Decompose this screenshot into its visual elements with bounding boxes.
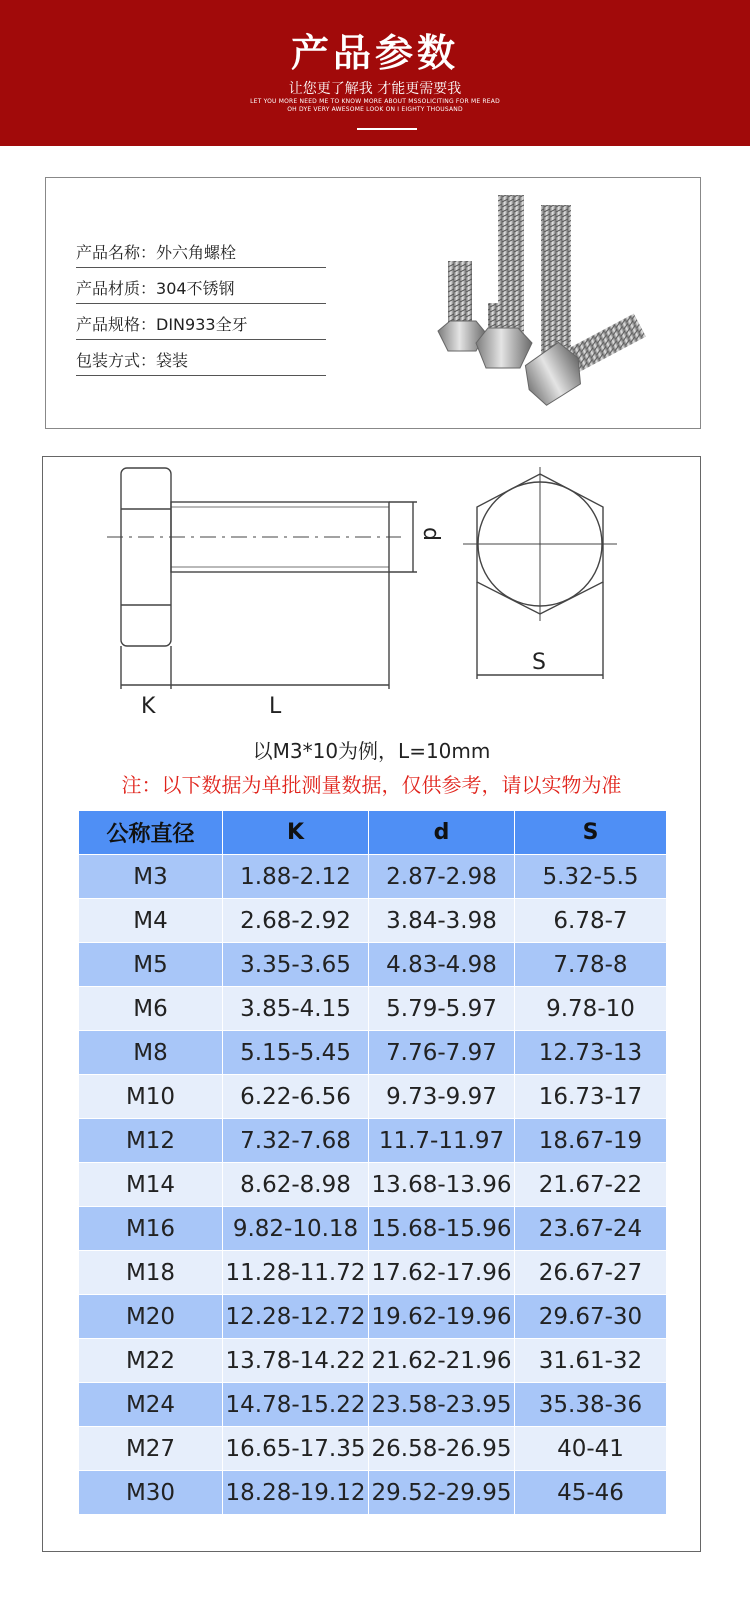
column-header-s: S: [515, 811, 667, 855]
table-cell-k: 18.28-19.12: [223, 1471, 369, 1515]
table-cell-d: 2.87-2.98: [369, 855, 515, 899]
table-cell-k: 9.82-10.18: [223, 1207, 369, 1251]
table-cell-d: 13.68-13.96: [369, 1163, 515, 1207]
table-cell-size: M14: [79, 1163, 223, 1207]
table-row: [79, 1075, 667, 1119]
table-cell-s: 40-41: [515, 1427, 667, 1471]
table-cell-s: 9.78-10: [515, 987, 667, 1031]
table-row: [79, 1427, 667, 1471]
table-cell-size: M5: [79, 943, 223, 987]
table-cell-d: 9.73-9.97: [369, 1075, 515, 1119]
bolt-head: [476, 328, 532, 368]
info-value: DIN933全牙: [156, 315, 248, 334]
table-row: [79, 1339, 667, 1383]
info-label: 包装方式：: [76, 351, 157, 370]
table-cell-s: 35.38-36: [515, 1383, 667, 1427]
info-label: 产品材质：: [76, 279, 157, 298]
table-row: [79, 987, 667, 1031]
table-cell-s: 7.78-8: [515, 943, 667, 987]
table-cell-d: 19.62-19.96: [369, 1295, 515, 1339]
bolt-head-outline: [121, 468, 171, 646]
table-cell-size: M20: [79, 1295, 223, 1339]
table-row: [79, 1163, 667, 1207]
page-subtitle: 让您更了解我 才能更需要我: [288, 81, 462, 97]
table-cell-k: 16.65-17.35: [223, 1427, 369, 1471]
info-row-name: [76, 241, 326, 268]
bolt-photo: [436, 183, 676, 418]
info-row-packaging: [76, 349, 326, 376]
table-cell-s: 16.73-17: [515, 1075, 667, 1119]
title-divider: [357, 128, 417, 130]
table-cell-k: 3.85-4.15: [223, 987, 369, 1031]
table-cell-s: 21.67-22: [515, 1163, 667, 1207]
table-row: [79, 1207, 667, 1251]
table-row: [79, 855, 667, 899]
table-row: [79, 1031, 667, 1075]
table-header-row: [79, 811, 667, 855]
table-cell-k: 6.22-6.56: [223, 1075, 369, 1119]
info-value: 袋装: [156, 351, 189, 370]
table-cell-s: 31.61-32: [515, 1339, 667, 1383]
info-value: 外六角螺栓: [156, 243, 237, 262]
table-cell-d: 11.7-11.97: [369, 1119, 515, 1163]
table-cell-size: M3: [79, 855, 223, 899]
column-header-nominal-diameter: 公称直径: [79, 811, 223, 855]
example-caption: 以M3*10为例，L=10mm: [252, 739, 491, 763]
table-cell-k: 7.32-7.68: [223, 1119, 369, 1163]
measurement-note: 注：以下数据为单批测量数据，仅供参考，请以实物为准: [121, 773, 622, 797]
table-cell-k: 14.78-15.22: [223, 1383, 369, 1427]
table-cell-s: 26.67-27: [515, 1251, 667, 1295]
table-row: [79, 1251, 667, 1295]
bolt-shank: [541, 205, 571, 355]
page-title: 产品参数: [290, 31, 459, 75]
info-value: 304不锈钢: [156, 279, 235, 298]
table-cell-size: M30: [79, 1471, 223, 1515]
info-row-spec: [76, 313, 326, 340]
table-cell-k: 5.15-5.45: [223, 1031, 369, 1075]
table-cell-d: 7.76-7.97: [369, 1031, 515, 1075]
table-cell-size: M16: [79, 1207, 223, 1251]
table-cell-d: 15.68-15.96: [369, 1207, 515, 1251]
table-cell-size: M12: [79, 1119, 223, 1163]
table-cell-k: 1.88-2.12: [223, 855, 369, 899]
table-cell-k: 2.68-2.92: [223, 899, 369, 943]
label-k: K: [141, 694, 156, 719]
table-row: [79, 943, 667, 987]
english-tagline: LET YOU MORE NEED ME TO KNOW MORE ABOUT MSSOLICITING FOR ME READ OH DYE VERY AWESOME LOOK ON I EIGHTY THOUSAND: [250, 98, 500, 113]
table-cell-size: M6: [79, 987, 223, 1031]
table-row: [79, 1471, 667, 1515]
table-row: [79, 1383, 667, 1427]
info-label: 产品名称：: [76, 243, 157, 262]
table-cell-s: 12.73-13: [515, 1031, 667, 1075]
table-cell-d: 23.58-23.95: [369, 1383, 515, 1427]
table-cell-s: 45-46: [515, 1471, 667, 1515]
header-banner: [0, 0, 750, 146]
table-cell-k: 12.28-12.72: [223, 1295, 369, 1339]
table-cell-d: 17.62-17.96: [369, 1251, 515, 1295]
table-cell-s: 29.67-30: [515, 1295, 667, 1339]
table-cell-d: 21.62-21.96: [369, 1339, 515, 1383]
table-cell-size: M22: [79, 1339, 223, 1383]
table-cell-k: 11.28-11.72: [223, 1251, 369, 1295]
table-cell-d: 5.79-5.97: [369, 987, 515, 1031]
column-header-k: K: [223, 811, 369, 855]
table-cell-d: 29.52-29.95: [369, 1471, 515, 1515]
table-cell-size: M18: [79, 1251, 223, 1295]
spec-panel: [42, 456, 701, 1552]
table-cell-d: 4.83-4.98: [369, 943, 515, 987]
table-cell-s: 6.78-7: [515, 899, 667, 943]
bolt-dimension-drawing: [43, 457, 700, 727]
table-cell-size: M10: [79, 1075, 223, 1119]
table-cell-d: 26.58-26.95: [369, 1427, 515, 1471]
table-cell-s: 23.67-24: [515, 1207, 667, 1251]
table-cell-size: M24: [79, 1383, 223, 1427]
info-row-material: [76, 277, 326, 304]
label-d: d: [418, 527, 443, 541]
product-info-panel: [45, 177, 701, 429]
label-s: S: [532, 650, 546, 675]
table-cell-s: 18.67-19: [515, 1119, 667, 1163]
column-header-d: d: [369, 811, 515, 855]
table-row: [79, 1295, 667, 1339]
table-cell-k: 3.35-3.65: [223, 943, 369, 987]
table-cell-s: 5.32-5.5: [515, 855, 667, 899]
table-row: [79, 1119, 667, 1163]
label-l: L: [269, 694, 282, 719]
info-label: 产品规格：: [76, 315, 157, 334]
table-cell-k: 13.78-14.22: [223, 1339, 369, 1383]
spec-table: [78, 810, 667, 1515]
table-cell-size: M27: [79, 1427, 223, 1471]
table-cell-size: M4: [79, 899, 223, 943]
table-row: [79, 899, 667, 943]
table-cell-size: M8: [79, 1031, 223, 1075]
table-cell-k: 8.62-8.98: [223, 1163, 369, 1207]
table-cell-d: 3.84-3.98: [369, 899, 515, 943]
